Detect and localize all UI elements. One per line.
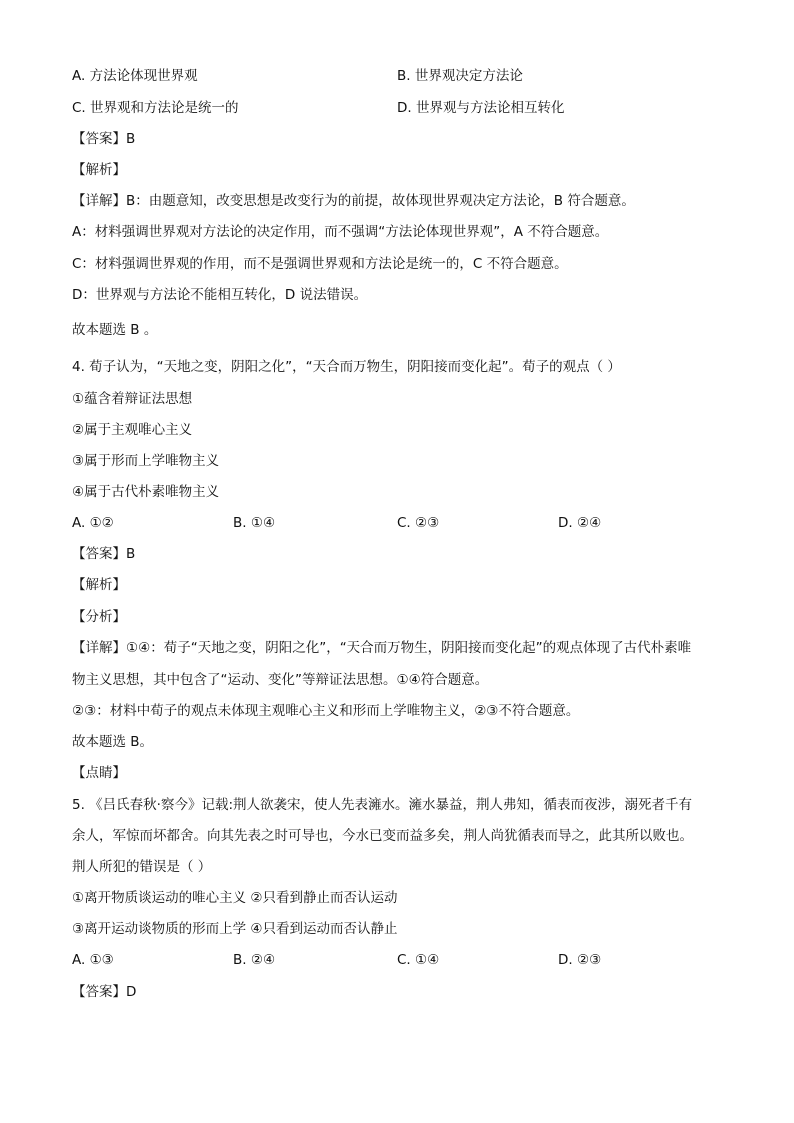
q3-option-d: D. 世界观与方法论相互转化	[397, 100, 565, 116]
q3-detail-line: 【详解】B：由题意知，改变思想是改变行为的前提，故体现世界观决定方法论，B 符合题意。	[72, 193, 635, 209]
q3-option-b: B. 世界观决定方法论	[397, 68, 523, 84]
q4-option-b: B. ①④	[233, 515, 276, 531]
q5-stem-line: 荆人所犯的错误是（ ）	[72, 859, 212, 875]
q3-conclusion: 故本题选 B 。	[72, 322, 158, 338]
q4-option-a: A. ①②	[72, 515, 114, 531]
q4-detail-line: ②③：材料中荀子的观点未体现主观唯心主义和形而上学唯物主义，②③不符合题意。	[72, 703, 580, 719]
q4-option-d: D. ②④	[558, 515, 602, 531]
q3-option-c: C. 世界观和方法论是统一的	[72, 100, 239, 116]
q5-option-d: D. ②③	[558, 952, 602, 968]
q3-detail-line: D：世界观与方法论不能相互转化，D 说法错误。	[72, 287, 368, 303]
q4-conclusion: 故本题选 B。	[72, 734, 154, 750]
q5-option-b: B. ②④	[233, 952, 276, 968]
q3-analysis-label: 【解析】	[72, 162, 126, 178]
q4-item: ④属于古代朴素唯物主义	[72, 484, 220, 500]
q4-fenxi-label: 【分析】	[72, 609, 126, 625]
q5-items-line: ①离开物质谈运动的唯心主义 ②只看到静止而否认运动	[72, 890, 398, 906]
q4-item: ①蕴含着辩证法思想	[72, 391, 193, 407]
q3-option-a: A. 方法论体现世界观	[72, 68, 198, 84]
q5-stem-line: 余人，军惊而坏都舍。向其先表之时可导也，今水已变而益多矣，荆人尚犹循表而导之，此其所以败也。	[72, 828, 693, 844]
q4-answer: 【答案】B	[72, 546, 136, 562]
q5-answer: 【答案】D	[72, 984, 137, 1000]
q3-detail-line: A：材料强调世界观对方法论的决定作用，而不强调“方法论体现世界观”，A 不符合题意。	[72, 224, 609, 240]
q5-option-c: C. ①④	[397, 952, 440, 968]
q5-stem-line: 5. 《吕氏春秋·察今》记载:荆人欲袭宋，使人先表澭水。澭水暴益，荆人弗知，循表而夜涉，溺死者千有	[72, 797, 693, 813]
q3-answer: 【答案】B	[72, 131, 136, 147]
q3-detail-line: C：材料强调世界观的作用，而不是强调世界观和方法论是统一的，C 不符合题意。	[72, 256, 568, 272]
q4-option-c: C. ②③	[397, 515, 440, 531]
q4-dianjing-label: 【点睛】	[72, 765, 126, 781]
q5-items-line: ③离开运动谈物质的形而上学 ④只看到运动而否认静止	[72, 921, 398, 937]
q4-detail-line: 【详解】①④：荀子“天地之变，阴阳之化”，“天合而万物生，阴阳接而变化起”的观点体现了古代朴素唯	[72, 640, 692, 656]
q4-analysis-label: 【解析】	[72, 577, 126, 593]
q4-item: ②属于主观唯心主义	[72, 422, 193, 438]
q5-option-a: A. ①③	[72, 952, 114, 968]
q4-stem: 4. 荀子认为，“天地之变，阴阳之化”，“天合而万物生，阴阳接而变化起”。荀子的观点（ ）	[72, 359, 621, 375]
q4-item: ③属于形而上学唯物主义	[72, 453, 220, 469]
q4-detail-line: 物主义思想，其中包含了“运动、变化”等辩证法思想。①④符合题意。	[72, 672, 489, 688]
